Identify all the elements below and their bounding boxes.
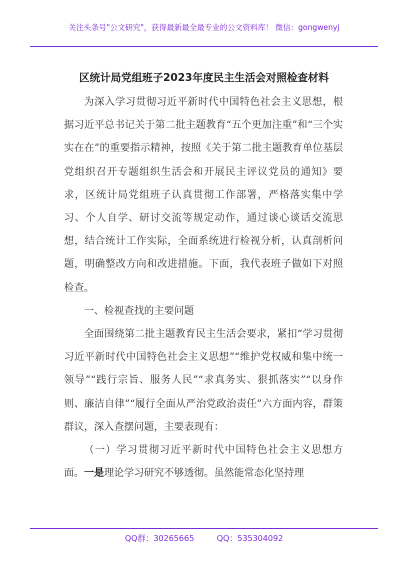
section-paragraph: 全面围绕第二批主题教育民主生活会要求，紧扣“学习贯彻习近平新时代中国特色社会主义思想”“维护党权威和集中统一领导”“践行宗旨、服务人民”“求真务实、狠抓落实”“以身作则、廉洁自律”“履行全面从严治党政治责任”六方面内容，群策群议，深入查摆问题，主要表现有： <box>64 329 343 433</box>
document-body <box>64 91 343 485</box>
intro-paragraph: 为深入学习贯彻习近平新时代中国特色社会主义思想，根据习近平总书记关于第二批主题教育“五个更加注重”和“三个实实在在”的重要指示精神，按照《关于第二批主题教育单位基层党组织召开专题组织生活会和开展民主评议党员的通知》要求，区统计局党组班子认真贯彻工作部署，严格落实集中学习、个人自学、研讨交流等规定动作，通过谈心谈话交流思想，结合统计工作实际，全面系统进行检视分析，认真剖析问题，明确整改方向和改进措施。下面，我代表班子做如下对照检查。 <box>64 97 343 294</box>
section-heading: 一、检视查找的主要问题 <box>84 305 194 317</box>
subsection-bold-prefix: 一是 <box>84 468 104 480</box>
footer-qq: QQ：535304092 <box>216 534 284 543</box>
subsection-text: 理论学习研究不够透彻。虽然能常态化坚持理 <box>104 468 304 480</box>
header-divider <box>30 46 378 47</box>
footer-divider <box>30 528 378 529</box>
footer-qq-group: QQ群：30265665 <box>124 534 195 543</box>
subsection-paragraph <box>64 439 343 485</box>
document-title: 区统计局党组班子2023年度民主生活会对照检查材料 <box>79 72 329 84</box>
header-banner: 关注头条号"公文研究"，获得最新最全最专业的公文资料库！ 微信：gongwenyj <box>68 23 340 32</box>
subsection-heading: （一）学习贯彻习近平新时代中国特色社会主义思想方面。 <box>64 445 343 480</box>
footer <box>0 533 408 544</box>
